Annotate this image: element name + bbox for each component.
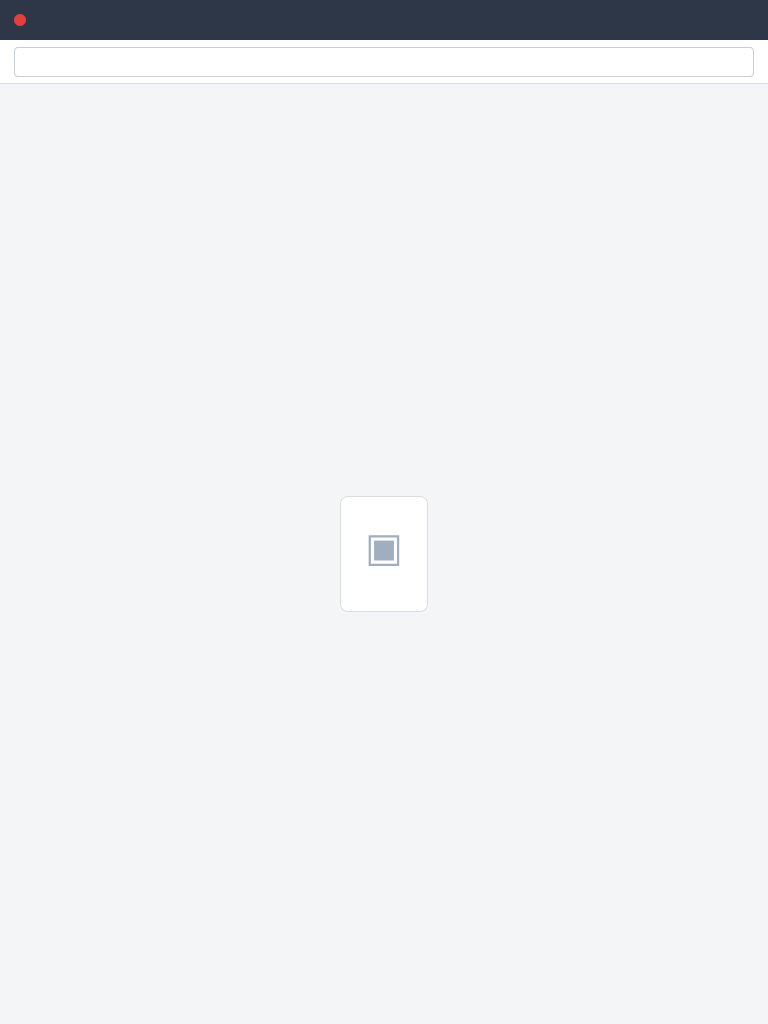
image-missing-icon: ▣ xyxy=(365,526,403,570)
toolbar xyxy=(0,40,768,84)
close-icon[interactable] xyxy=(14,14,26,26)
title-bar xyxy=(0,0,768,40)
main-content xyxy=(0,84,768,1024)
search-input[interactable] xyxy=(14,47,754,77)
empty-state xyxy=(340,496,428,612)
